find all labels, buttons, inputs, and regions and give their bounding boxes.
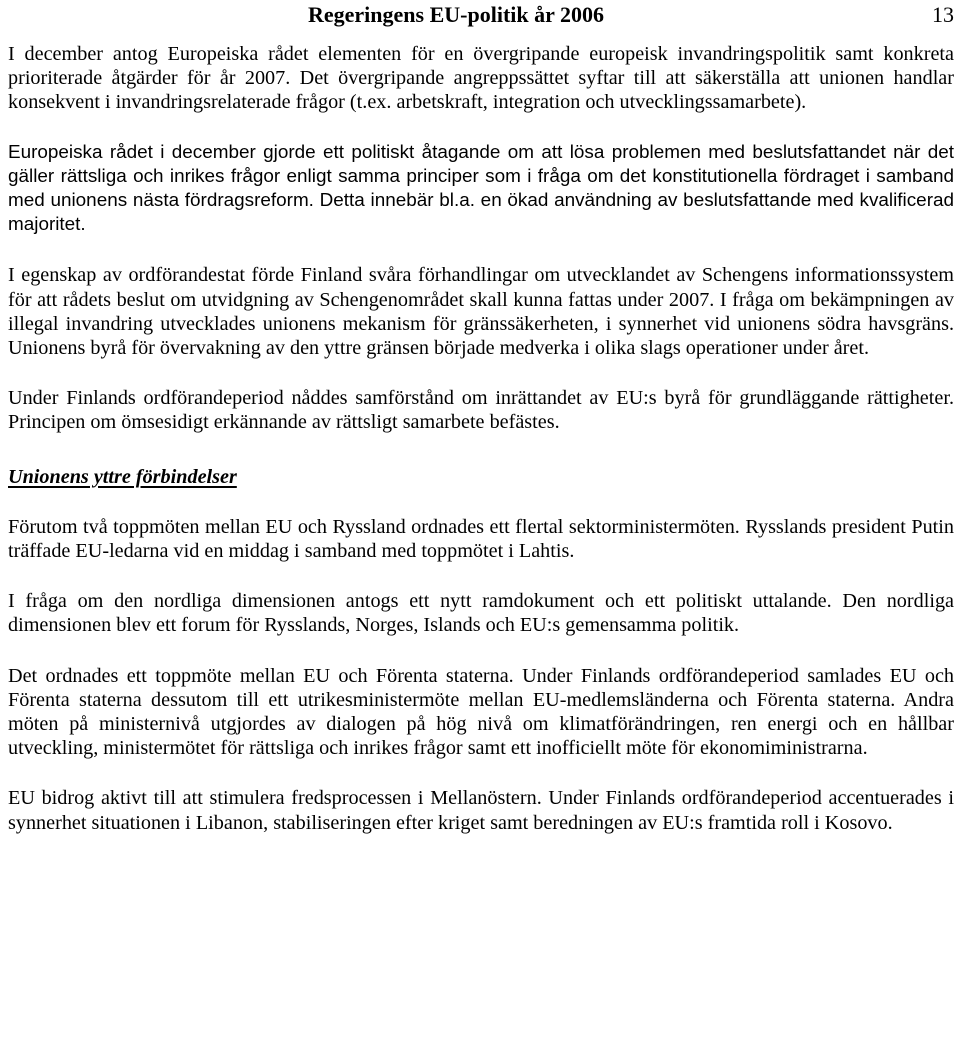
paragraph-northern-dimension: I fråga om den nordliga dimensionen antogs ett nytt ramdokument och ett politiskt uttalande. Den nordliga dimensionen blev ett forum för Rysslands, Norges, Islands och EU:s gemensamma politik. [8,590,954,637]
paragraph-russia: Förutom två toppmöten mellan EU och Ryssland ordnades ett flertal sektorministermöten. Rysslands president Putin träffade EU-ledarna vid en middag i samband med toppmötet i Lahtis. [8,515,954,563]
paragraph-united-states: Det ordnades ett toppmöte mellan EU och Förenta staterna. Under Finlands ordförandeperiod samlades EU och Förenta staterna dessutom till ett utrikesministermöte mellan EU-medlemsländerna och Förenta staterna. Andra möten på ministernivå utgjordes av dialogen på hög nivå om klimatförändringen, ren energi och en hållbar utveckling, ministermötet för rättsliga och inrikes frågor samt ett inofficiellt möte för ekonomiministrarna. [8,664,954,760]
running-header-title: Regeringens EU-politik år 2006 [308,2,604,27]
section-heading-external-relations: Unionens yttre förbindelser [8,465,237,488]
paragraph-middle-east: EU bidrog aktivt till att stimulera fredsprocessen i Mellanöstern. Under Finlands ordförandeperiod accentuerades i synnerhet situationen i Libanon, stabiliseringen efter kriget samt beredningen av EU:s framtida roll i Kosovo. [8,787,954,834]
paragraph-schengen: I egenskap av ordförandestat förde Finland svåra förhandlingar om utvecklandet av Schengens informationssystem för att rådets beslut om utvidgning av Schengenområdet skall kunna fattas under 2007. I fråga om bekämpningen av illegal invandring utvecklades unionens mekanism för gränssäkerheten, i synnerhet vid unionens södra havsgräns. Unionens byrå för övervakning av den yttre gränsen började medverka i olika slags operationer under året. [8,264,954,360]
page-number: 13 [932,2,954,27]
paragraph-fundamental-rights: Under Finlands ordförandeperiod nåddes samförstånd om inrättandet av EU:s byrå för grundläggande rättigheter. Principen om ömsesidigt erkännande av rättsligt samarbete befästes. [8,387,954,434]
page-header [8,0,954,34]
paragraph-migration-policy: I december antog Europeiska rådet elementen för en övergripande europeisk invandringspolitik samt konkreta prioriterade åtgärder för år 2007. Det övergripande angreppssättet syftar till att säkerställa att unionen handlar konsekvent i invandringsrelaterade frågor (t.ex. arbetskraft, integration och utvecklingssamarbete). [8,43,954,114]
document-page [8,0,954,835]
paragraph-decision-making: Europeiska rådet i december gjorde ett politiskt åtagande om att lösa problemen med beslutsfattandet när det gäller rättsliga och inrikes frågor enligt samma principer som i fråga om det konstitutionella fördraget i samband med unionens nästa fördragsreform. Detta innebär bl.a. en ökad användning av beslutsfattande med kvalificerad majoritet. [8,141,954,236]
